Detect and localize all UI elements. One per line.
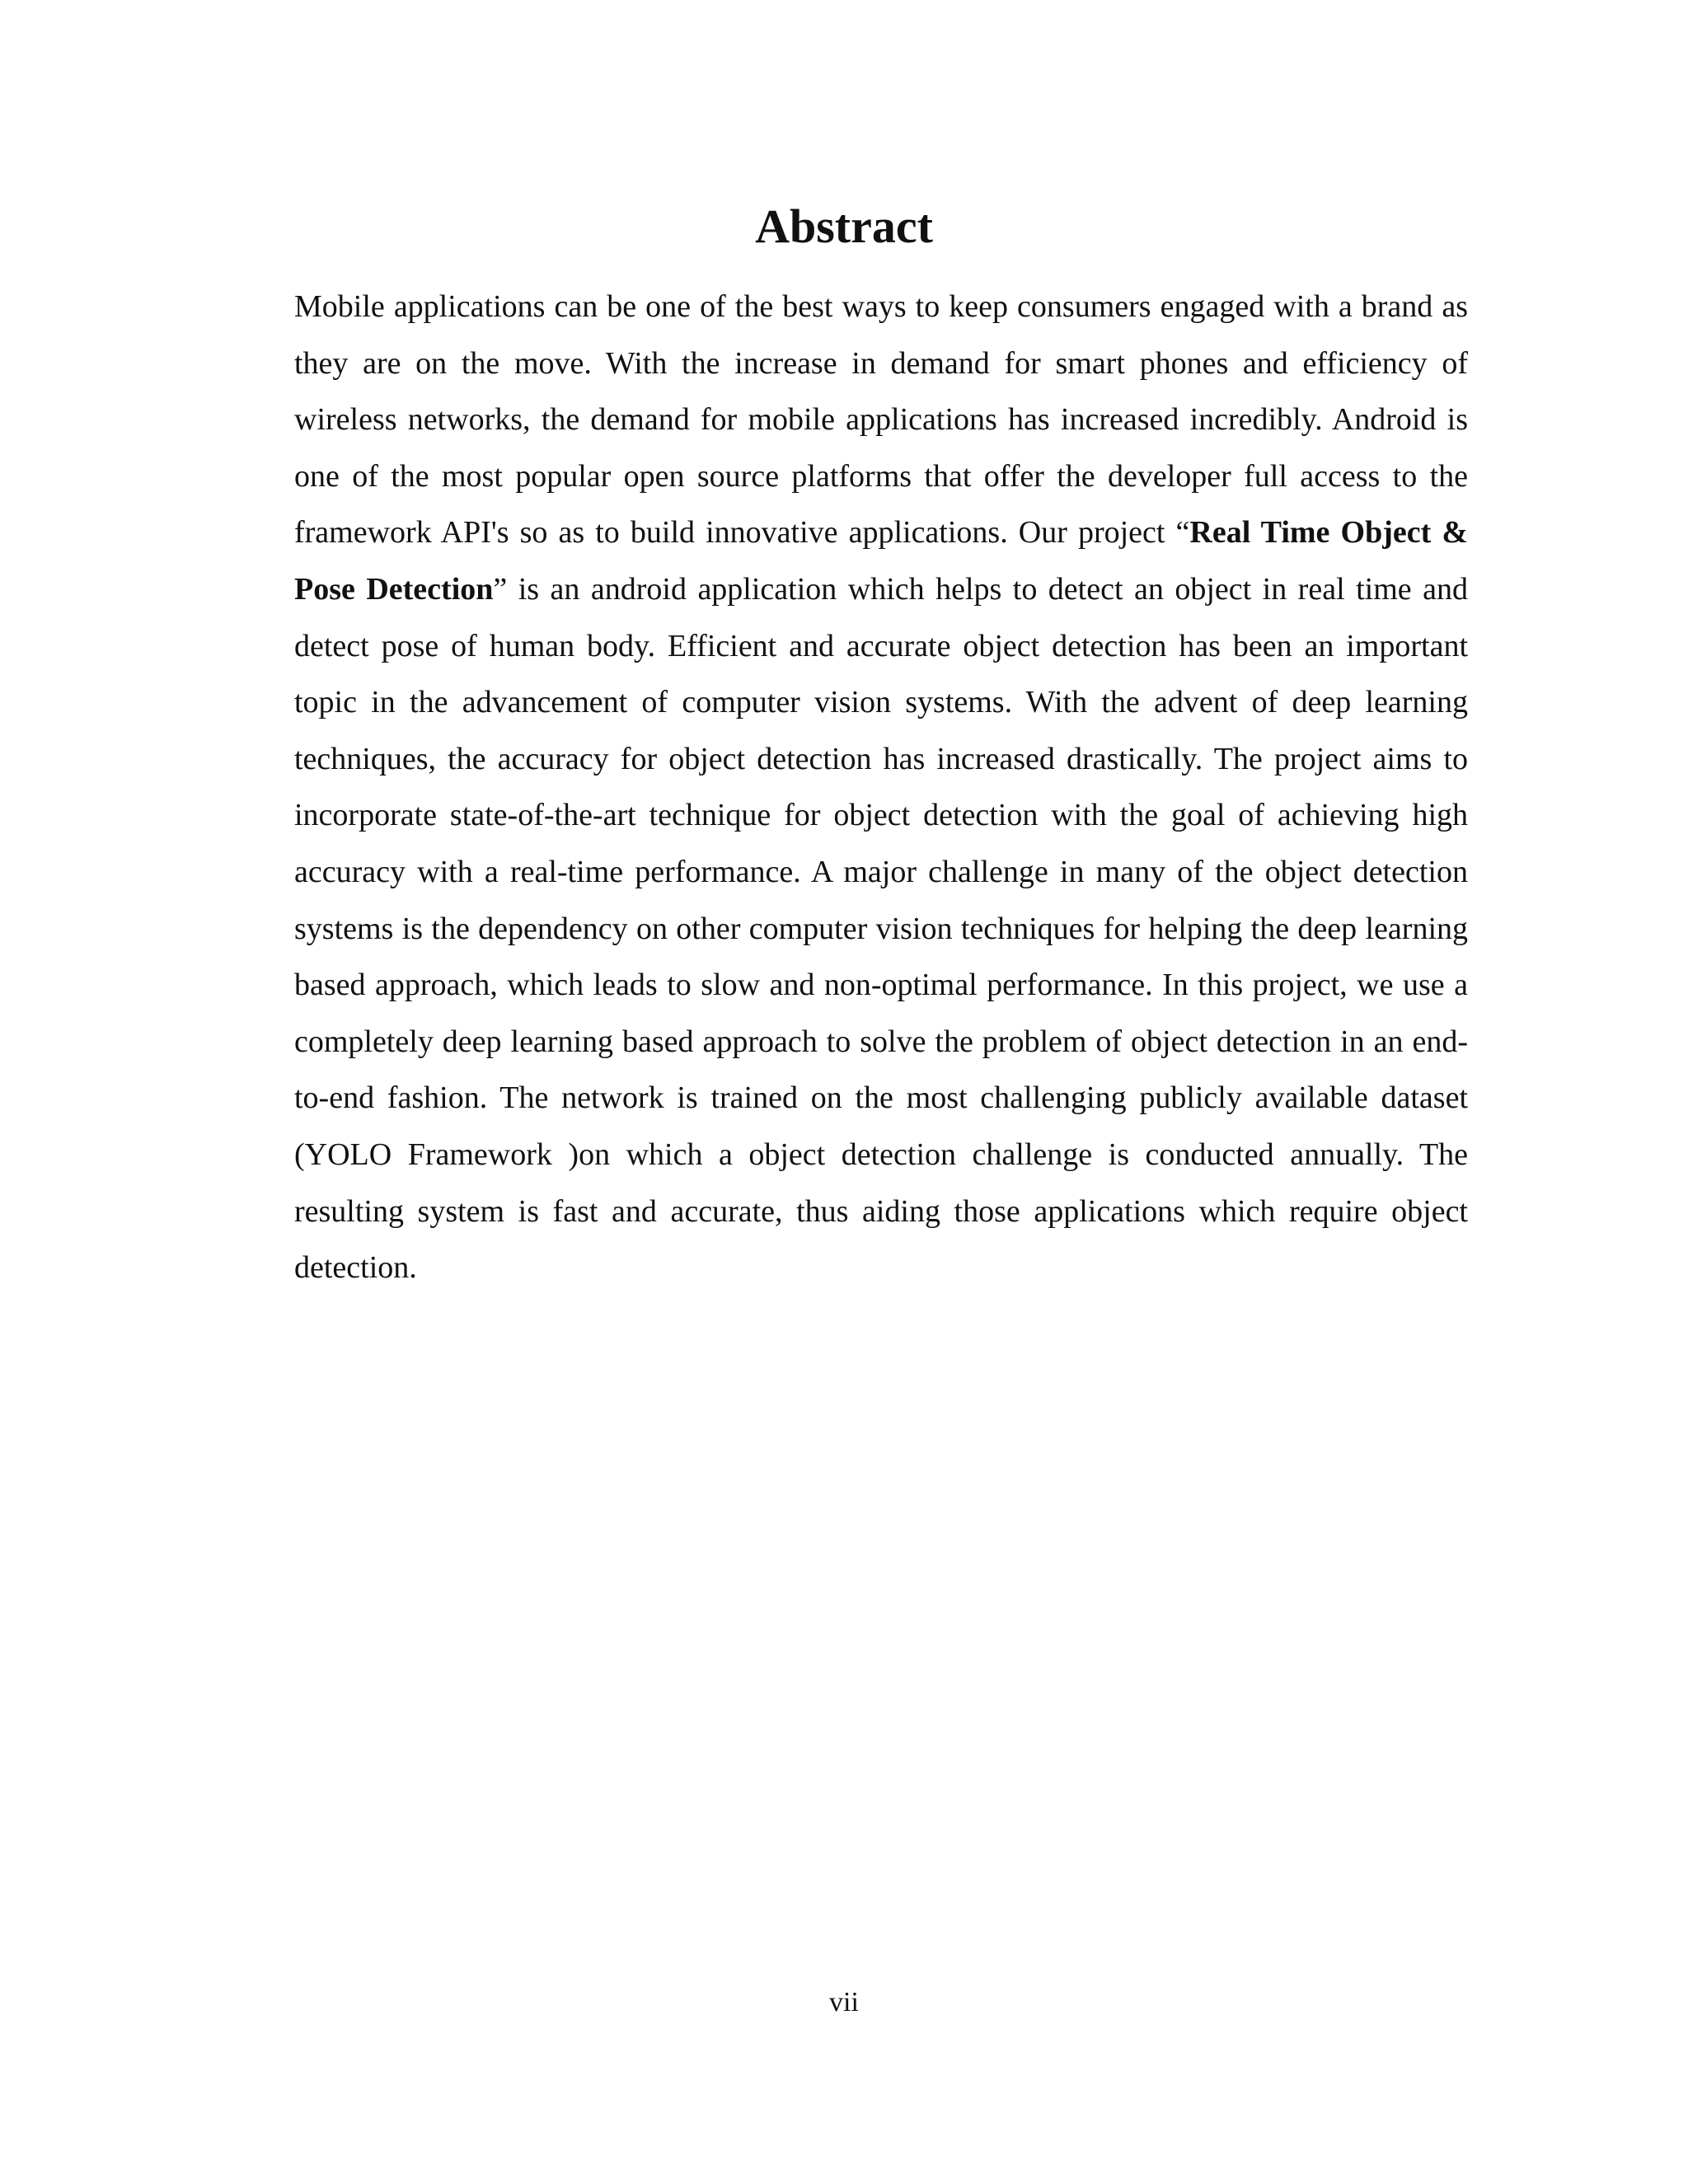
- abstract-paragraph: [294, 279, 1468, 1296]
- project-title: Real Time Object & Pose Detection: [294, 515, 1468, 607]
- abstract-text-intro: Mobile applications can be one of the best ways to keep consumers engaged with a brand as they are on the move. With the increase in demand for smart phones and efficiency of wireless networks, the demand for mobile applications has increased incredibly. Android is one of the most popular open source platforms that offer the developer full access to the framework API's so as to build innovative applications. Our project “: [294, 289, 1468, 551]
- abstract-text-body: ” is an android application which helps to detect an object in real time and detect pose of human body. Efficient and accurate object detection has been an important topic in the advancement of computer vision systems. With the advent of deep learning techniques, the accuracy for object detection has increased drastically. The project aims to incorporate state-of-the-art technique for object detection with the goal of achieving high accuracy with a real-time performance. A major challenge in many of the object detection systems is the dependency on other computer vision techniques for helping the deep learning based approach, which leads to slow and non-optimal performance. In this project, we use a completely deep learning based approach to solve the problem of object detection in an end-to-end fashion. The network is trained on the most challenging publicly available dataset (YOLO Framework )on which a object detection challenge is conducted annually. The resulting system is fast and accurate, thus aiding those applications which require object detection.: [294, 571, 1468, 1286]
- page-title: Abstract: [755, 199, 933, 253]
- page-number: vii: [829, 1987, 859, 2018]
